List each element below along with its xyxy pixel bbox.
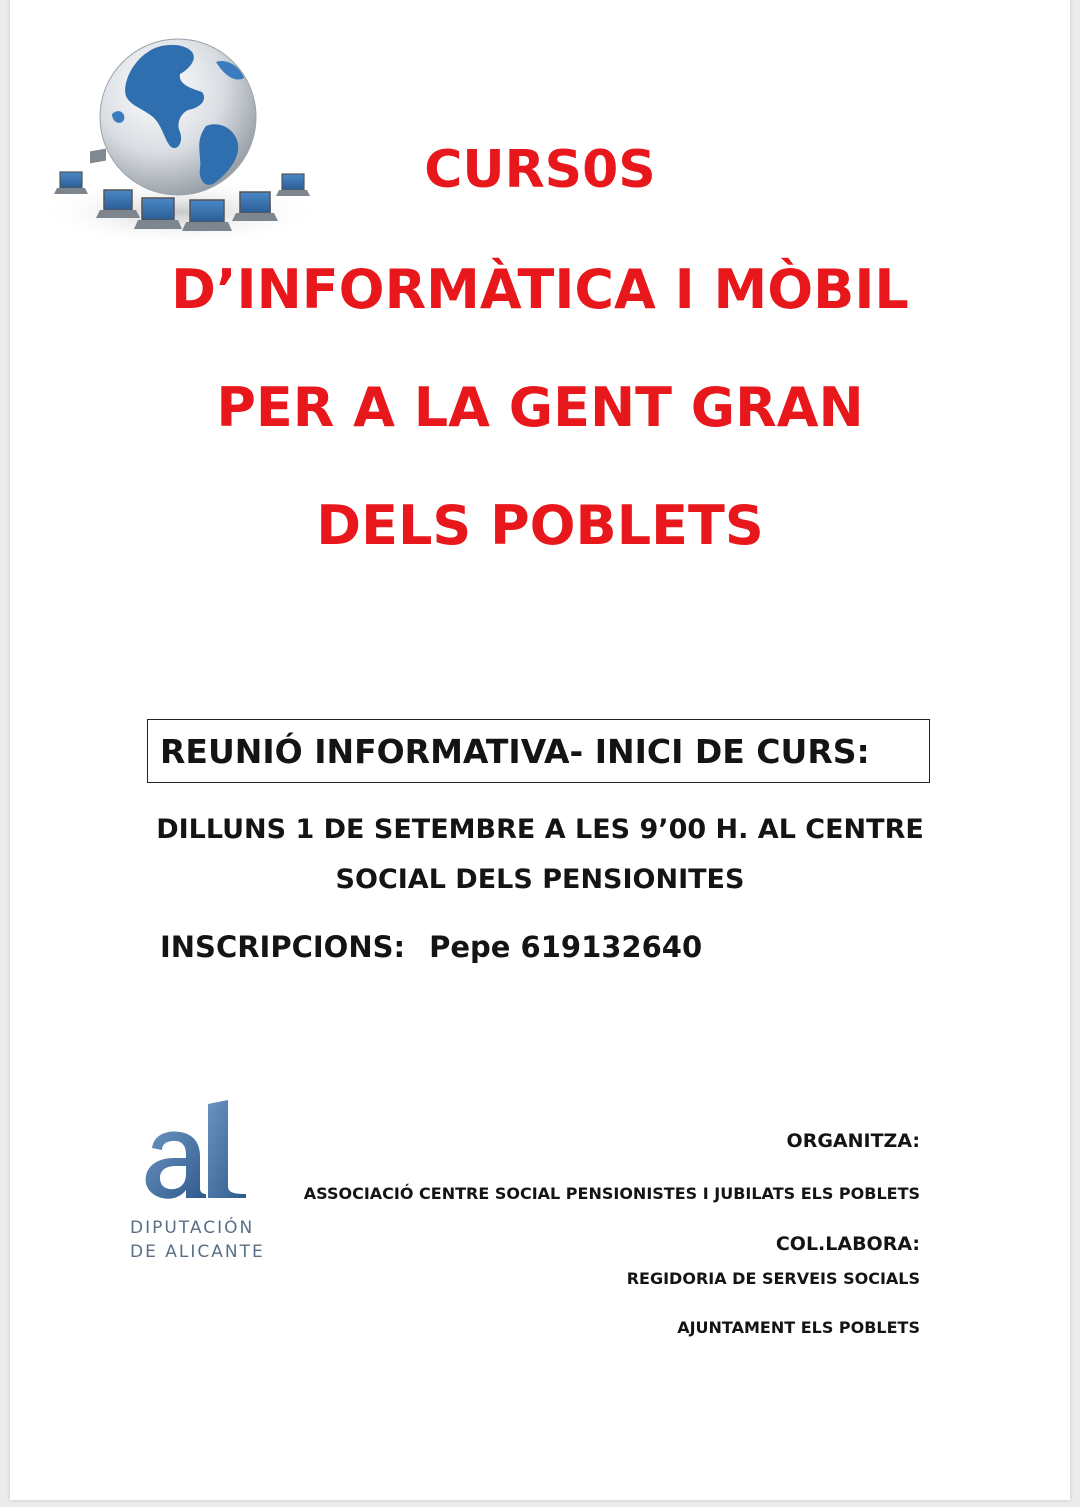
registration-contact: Pepe 619132640 — [429, 930, 703, 964]
collabora-item-2: AJUNTAMENT ELS POBLETS — [677, 1318, 920, 1337]
meeting-details-line-1: DILLUNS 1 DE SETEMBRE A LES 9’00 H. AL CENTRE — [156, 814, 924, 845]
logo-text-line-2: DE ALICANTE — [130, 1242, 265, 1262]
logo-al-mark — [142, 1100, 252, 1205]
collabora-label: COL.LABORA: — [775, 1233, 920, 1255]
meeting-details-line-2: SOCIAL DELS PENSIONITES — [335, 864, 745, 895]
logo-text-line-1: DIPUTACIÓN — [130, 1218, 255, 1238]
meeting-heading-box — [147, 719, 930, 783]
title-line-3: PER A LA GENT GRAN — [216, 376, 864, 439]
organiza-name: ASSOCIACIÓ CENTRE SOCIAL PENSIONISTES I JUBILATS ELS POBLETS — [303, 1184, 920, 1203]
collabora-item-1: REGIDORIA DE SERVEIS SOCIALS — [626, 1269, 920, 1288]
meeting-heading: REUNIÓ INFORMATIVA- INICI DE CURS: — [160, 732, 870, 771]
registration — [160, 930, 702, 964]
diputacion-alicante-logo — [120, 1100, 280, 1270]
globe-with-laptops-icon — [30, 22, 330, 252]
title-line-1: CURS0S — [424, 140, 656, 200]
registration-label: INSCRIPCIONS: — [160, 930, 406, 964]
organiza-label: ORGANITZA: — [786, 1130, 920, 1152]
title-line-4: DELS POBLETS — [316, 494, 764, 557]
title-line-2: D’INFORMÀTICA I MÒBIL — [171, 258, 909, 321]
